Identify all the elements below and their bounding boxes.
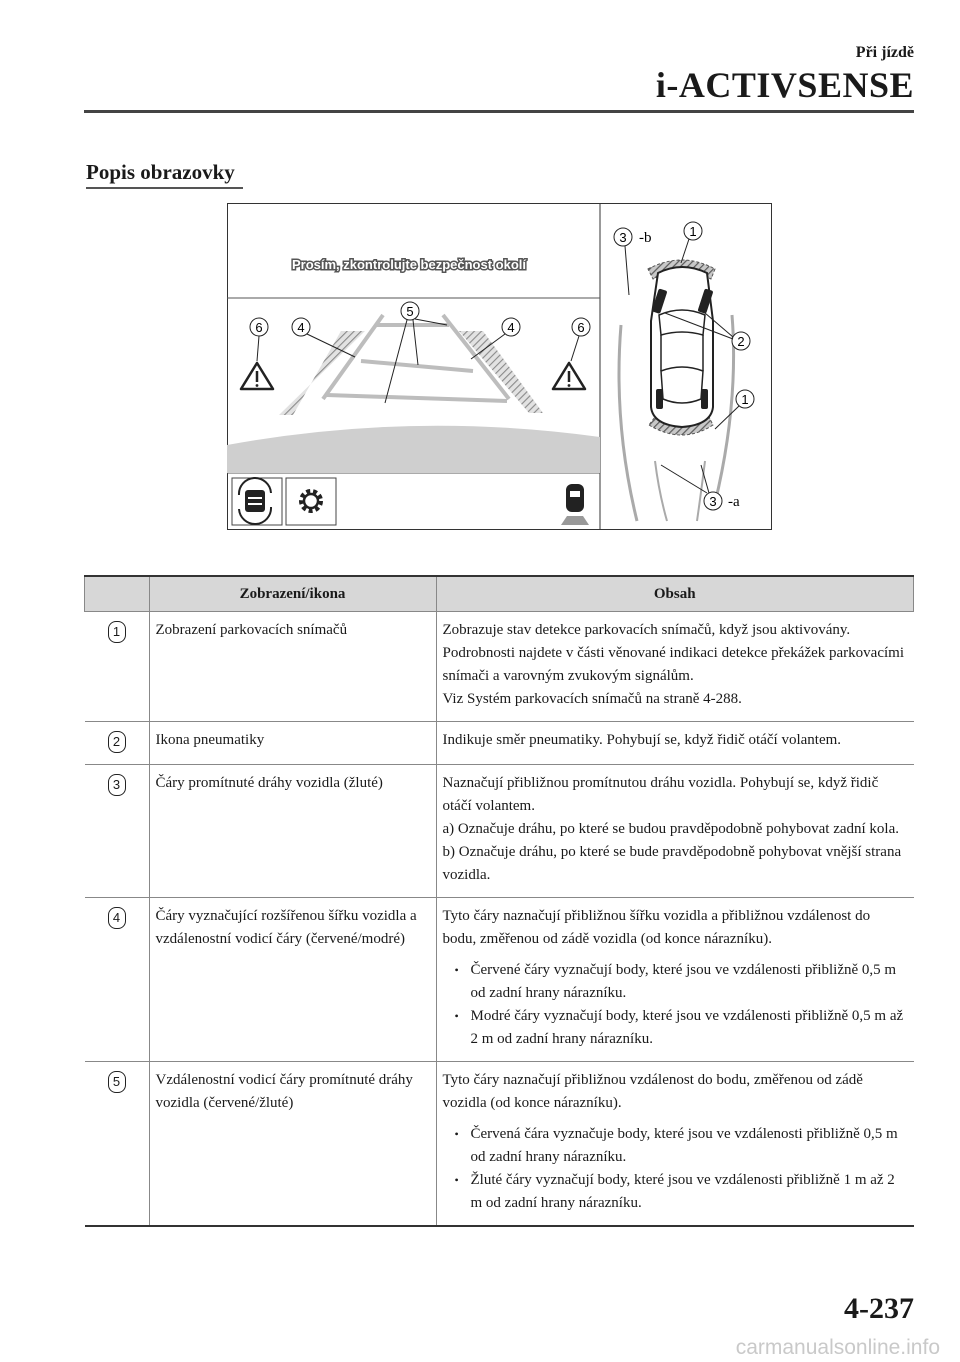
row-content: [436, 722, 914, 765]
bullet-item: • Červené čáry vyznačují body, které jsou ve vzdálenosti přibližně 0,5 m od zadní hrany nárazníku.: [443, 959, 908, 1005]
bullet-item: • Žluté čáry vyznačují body, které jsou ve vzdálenosti přibližně 1 m až 2 m od zadní hrany nárazníku.: [443, 1169, 908, 1215]
callout-2: 2: [737, 334, 745, 349]
callout-4: 4: [297, 320, 305, 335]
screen-figure: [227, 203, 772, 530]
table-row: [85, 722, 914, 765]
row-content: [436, 1062, 914, 1227]
section-underline: [86, 187, 243, 189]
bullet-item: • Modré čáry vyznačují body, které jsou ve vzdálenosti přibližně 0,5 m až 2 m od zadní hrany nárazníku.: [443, 1005, 908, 1051]
watermark: carmanualsonline.info: [735, 1336, 940, 1359]
chapter-title: i-ACTIVSENSE: [655, 65, 914, 105]
callout-5: 5: [406, 304, 414, 319]
table-header: Zobrazení/ikona: [149, 576, 436, 612]
car-top-view-icon: [566, 484, 584, 512]
callout-6: 6: [255, 320, 263, 335]
row-text: Naznačují přibližnou promítnutou dráhu vozidla. Pohybují se, když řidič otáčí volantem.: [442, 775, 879, 814]
row-name: Čáry vyznačující rozšířenou šířku vozidla a vzdálenostní vodicí čáry (červené/modré): [149, 898, 436, 1062]
row-content: [436, 612, 914, 722]
row-content: [436, 898, 914, 1062]
row-name: Čáry promítnuté dráhy vozidla (žluté): [149, 765, 436, 898]
legend-table: [84, 575, 914, 1227]
table-row: [85, 1062, 914, 1227]
bullet-list: [443, 1123, 908, 1215]
callout-3a-suffix: -a: [728, 494, 740, 510]
section-title: Popis obrazovky: [86, 160, 235, 184]
table-header: [85, 576, 150, 612]
row-name: Zobrazení parkovacích snímačů: [149, 612, 436, 722]
row-name: Ikona pneumatiky: [149, 722, 436, 765]
table-row: [85, 898, 914, 1062]
row-text: b) Označuje dráhu, po které se bude pravděpodobně pohybovat vnější strana vozidla.: [442, 844, 902, 883]
view-switch-icon: [245, 490, 265, 512]
chapter-label: Při jízdě: [855, 44, 914, 61]
callout-1: 1: [689, 224, 697, 239]
table-header: Obsah: [436, 576, 914, 612]
settings-button[interactable]: [286, 478, 336, 525]
table-header-row: [85, 576, 914, 612]
bullet-list: [443, 959, 908, 1051]
row-text: Tyto čáry naznačují přibližnou šířku vozidla a přibližnou vzdálenost do bodu, změřenou od zádě vozidla (od konce nárazníku).: [442, 908, 871, 947]
callout-3b-suffix: -b: [639, 230, 652, 246]
callout-1: 1: [741, 392, 749, 407]
callout-6: 6: [577, 320, 585, 335]
row-number: 5: [108, 1071, 126, 1093]
table-row: [85, 765, 914, 898]
bullet-item: • Červená čára vyznačuje body, které jsou ve vzdálenosti přibližně 0,5 m od zadní hrany nárazníku.: [443, 1123, 908, 1169]
row-number: 2: [108, 731, 126, 753]
page-number: 4-237: [844, 1292, 914, 1325]
callout-3: 3: [709, 494, 717, 509]
callout-4: 4: [507, 320, 515, 335]
row-text: Indikuje směr pneumatiky. Pohybují se, když řidič otáčí volantem.: [442, 732, 842, 748]
row-text: Tyto čáry naznačují přibližnou vzdálenost do bodu, změřenou od zádě vozidla (od konce nárazníku).: [442, 1072, 863, 1111]
row-text: Viz Systém parkovacích snímačů na straně 4-288.: [442, 691, 742, 707]
row-text: Zobrazuje stav detekce parkovacích snímačů, když jsou aktivovány.: [442, 622, 851, 638]
callout-3: 3: [619, 230, 627, 245]
row-content: [436, 765, 914, 898]
row-number: 4: [108, 907, 126, 929]
row-name: Vzdálenostní vodicí čáry promítnuté dráhy vozidla (červené/žluté): [149, 1062, 436, 1227]
row-number: 1: [108, 621, 126, 643]
table-row: [85, 612, 914, 722]
safety-banner: Prosím, zkontrolujte bezpečnost okolí: [291, 257, 527, 272]
row-number: 3: [108, 774, 126, 796]
row-text: a) Označuje dráhu, po které se budou pravděpodobně pohybovat zadní kola.: [442, 821, 900, 837]
header-rule: [84, 110, 914, 113]
view-switch-button[interactable]: [232, 478, 282, 525]
row-text: Podrobnosti najdete v části věnované indikaci detekce překážek parkovacími snímači a varovným zvukovým signálům.: [442, 645, 904, 684]
